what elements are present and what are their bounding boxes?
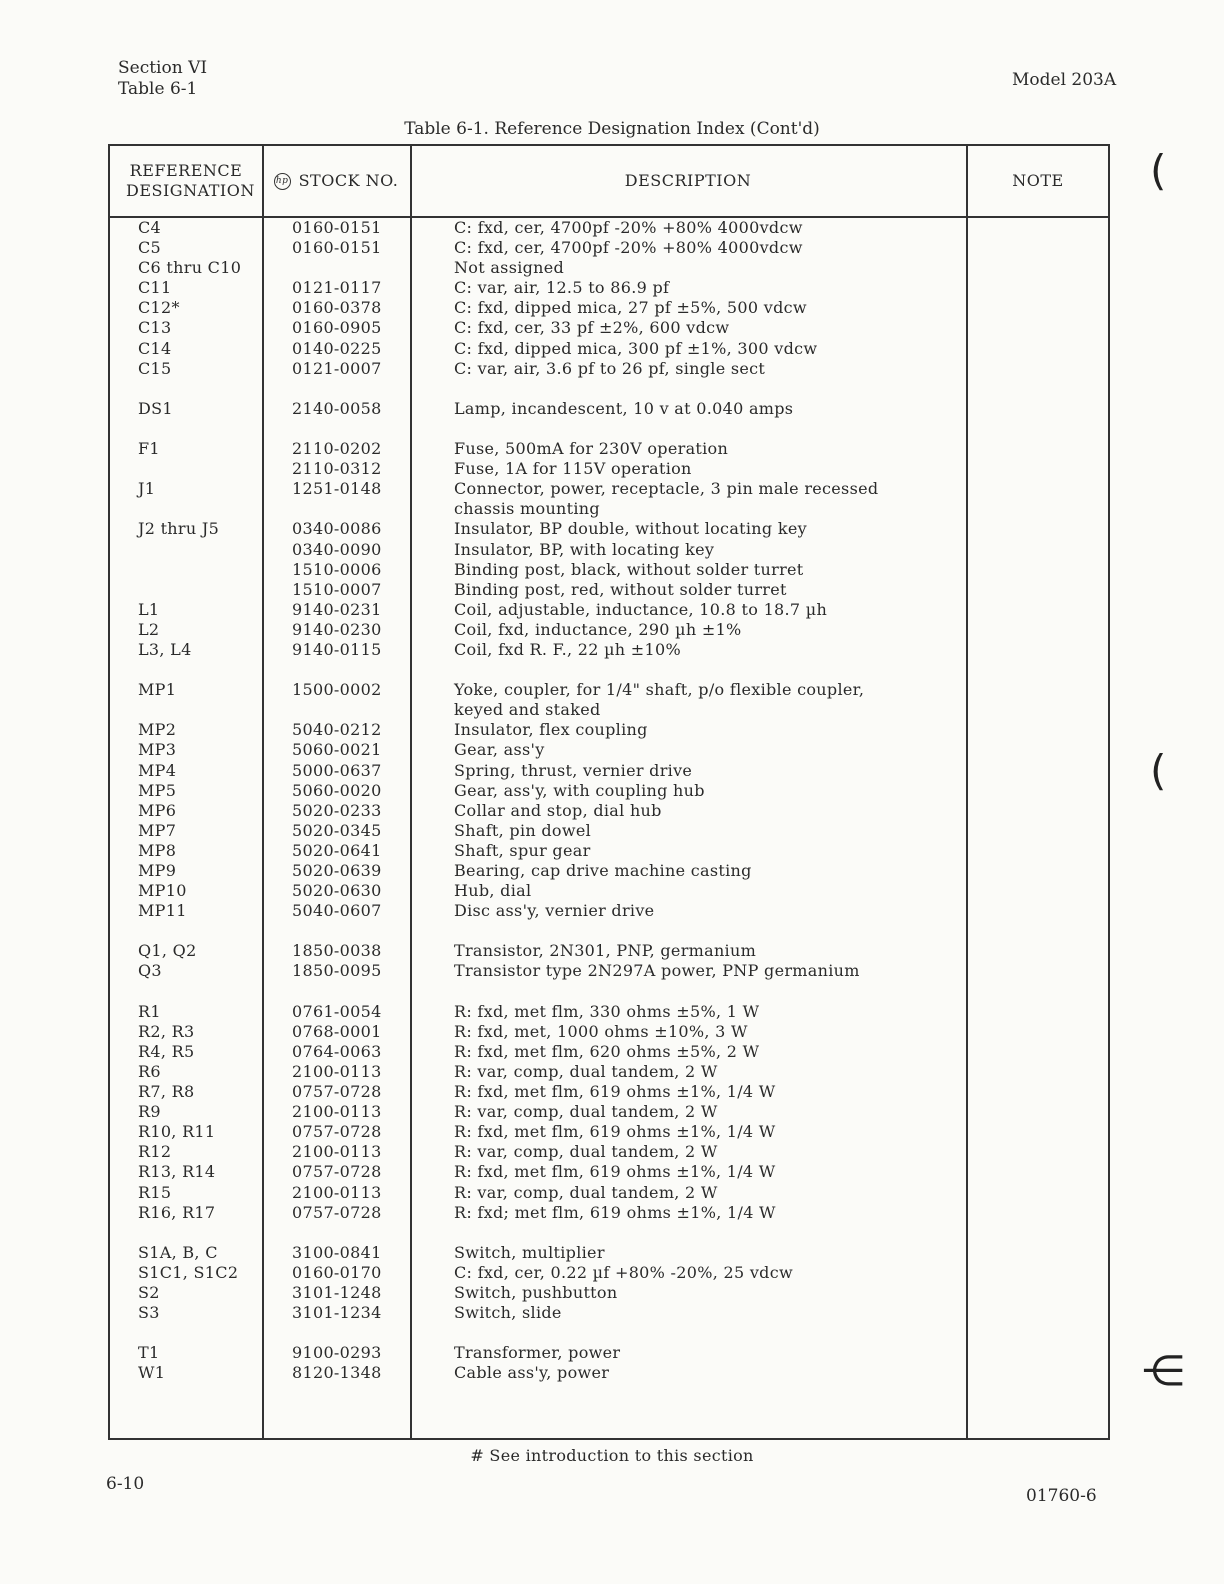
cell-reference: R10, R11 <box>138 1122 216 1142</box>
cell-description: Gear, ass'y <box>454 740 545 760</box>
table-row <box>110 1283 1108 1303</box>
table-row <box>110 841 1108 861</box>
column-header-note: NOTE <box>1012 171 1064 190</box>
cell-reference: MP6 <box>138 800 177 820</box>
row-spacer <box>110 1323 1108 1343</box>
cell-description: Coil, fxd, inductance, 290 µh ±1% <box>454 619 742 639</box>
cell-description: C: fxd, cer, 4700pf -20% +80% 4000vdcw <box>454 218 803 237</box>
cell-reference: L1 <box>138 599 160 619</box>
cell-stock-number: 2110-0312 <box>292 459 382 479</box>
table-row <box>110 499 1108 519</box>
cell-description: C: fxd, cer, 33 pf ±2%, 600 vdcw <box>454 318 730 338</box>
cell-description: Switch, multiplier <box>454 1242 605 1262</box>
cell-stock-number: 1850-0095 <box>292 961 382 981</box>
cell-stock-number: 0340-0086 <box>292 519 382 539</box>
cell-stock-number: 5020-0641 <box>292 840 382 860</box>
cell-reference: R16, R17 <box>138 1202 216 1222</box>
cell-description: Transistor, 2N301, PNP, germanium <box>454 941 757 961</box>
table-row <box>110 640 1108 660</box>
cell-description: R: fxd, met flm, 619 ohms ±1%, 1/4 W <box>454 1082 776 1102</box>
cell-stock-number: 1510-0006 <box>292 559 382 579</box>
column-header-description: DESCRIPTION <box>624 171 752 190</box>
cell-description: Disc ass'y, vernier drive <box>454 901 655 921</box>
footnote: # See introduction to this section <box>470 1446 754 1465</box>
table-row <box>110 1243 1108 1263</box>
table-row <box>110 459 1108 479</box>
cell-description: C: fxd, dipped mica, 300 pf ±1%, 300 vdcw <box>454 338 818 358</box>
cell-reference: C15 <box>138 358 172 378</box>
cell-description: R: var, comp, dual tandem, 2 W <box>454 1182 718 1202</box>
binder-mark-icon: ⋲ <box>1142 1346 1184 1395</box>
cell-stock-number: 9140-0115 <box>292 639 382 659</box>
table-row <box>110 560 1108 580</box>
table-row <box>110 1122 1108 1142</box>
table-row <box>110 580 1108 600</box>
section-label: Section VI <box>118 58 208 78</box>
cell-reference: S1A, B, C <box>138 1242 218 1262</box>
table-row <box>110 258 1108 278</box>
cell-description: Gear, ass'y, with coupling hub <box>454 780 705 800</box>
cell-stock-number: 0121-0007 <box>292 358 382 378</box>
cell-reference: MP7 <box>138 820 177 840</box>
cell-description: Coil, fxd R. F., 22 µh ±10% <box>454 639 681 659</box>
cell-description: C: var, air, 12.5 to 86.9 pf <box>454 278 670 298</box>
table-row <box>110 720 1108 740</box>
table-row <box>110 700 1108 720</box>
table-row <box>110 339 1108 359</box>
table-row <box>110 278 1108 298</box>
cell-description: Hub, dial <box>454 881 532 901</box>
table-row <box>110 1142 1108 1162</box>
cell-stock-number: 5020-0233 <box>292 800 382 820</box>
cell-reference: C11 <box>138 278 172 298</box>
cell-description: R: var, comp, dual tandem, 2 W <box>454 1061 718 1081</box>
cell-description: Bearing, cap drive machine casting <box>454 861 752 880</box>
cell-description: Cable ass'y, power <box>454 1363 610 1383</box>
table-row <box>110 821 1108 841</box>
cell-stock-number: 0757-0728 <box>292 1162 382 1182</box>
table-row <box>110 479 1108 499</box>
cell-description: R: fxd, met flm, 619 ohms ±1%, 1/4 W <box>454 1122 776 1142</box>
table-label: Table 6-1 <box>118 79 198 99</box>
cell-stock-number: 2100-0113 <box>292 1142 382 1162</box>
cell-description: Fuse, 500mA for 230V operation <box>454 439 729 459</box>
cell-stock-number: 5000-0637 <box>292 760 382 780</box>
reference-designation-table <box>108 144 1110 1440</box>
cell-stock-number: 1251-0148 <box>292 479 382 499</box>
cell-description: C: fxd, cer, 4700pf -20% +80% 4000vdcw <box>454 238 803 258</box>
cell-reference: MP8 <box>138 840 177 860</box>
cell-reference: S2 <box>138 1282 160 1302</box>
cell-stock-number: 0340-0090 <box>292 539 382 559</box>
cell-reference: R13, R14 <box>138 1162 216 1182</box>
cell-stock-number: 5020-0345 <box>292 820 382 840</box>
cell-reference: MP4 <box>138 760 177 780</box>
table-row <box>110 801 1108 821</box>
cell-stock-number: 2100-0113 <box>292 1102 382 1122</box>
cell-stock-number: 0757-0728 <box>292 1082 382 1102</box>
cell-stock-number: 0160-0151 <box>292 218 382 237</box>
cell-description: R: fxd, met flm, 619 ohms ±1%, 1/4 W <box>454 1162 776 1182</box>
column-header-stock: hp STOCK NO. <box>262 146 410 216</box>
cell-description: Shaft, pin dowel <box>454 820 592 840</box>
cell-stock-number: 9140-0230 <box>292 619 382 639</box>
cell-reference: MP2 <box>138 720 177 740</box>
cell-reference: Q1, Q2 <box>138 941 197 961</box>
table-row <box>110 1102 1108 1122</box>
cell-description: Lamp, incandescent, 10 v at 0.040 amps <box>454 398 794 418</box>
cell-description: C: fxd, dipped mica, 27 pf ±5%, 500 vdcw <box>454 298 807 318</box>
row-spacer <box>110 982 1108 1002</box>
cell-stock-number: 5060-0021 <box>292 740 382 760</box>
cell-description: Fuse, 1A for 115V operation <box>454 459 692 479</box>
cell-description: Transistor type 2N297A power, PNP germanium <box>454 961 860 981</box>
cell-description: chassis mounting <box>454 499 600 519</box>
cell-reference: MP10 <box>138 881 187 901</box>
table-row <box>110 600 1108 620</box>
cell-stock-number: 1850-0038 <box>292 941 382 961</box>
table-row <box>110 218 1108 238</box>
table-row <box>110 680 1108 700</box>
cell-description: Transformer, power <box>454 1343 621 1363</box>
row-spacer <box>110 379 1108 399</box>
cell-stock-number: 5020-0639 <box>292 861 382 880</box>
cell-description: R: fxd, met flm, 620 ohms ±5%, 2 W <box>454 1041 760 1061</box>
table-row <box>110 1363 1108 1383</box>
binder-mark-icon: ( <box>1150 746 1167 795</box>
cell-description: keyed and staked <box>454 700 601 720</box>
table-row <box>110 861 1108 881</box>
cell-description: Insulator, flex coupling <box>454 720 648 740</box>
table-row <box>110 941 1108 961</box>
cell-reference: J1 <box>138 479 156 499</box>
page-number: 6-10 <box>106 1474 145 1494</box>
cell-stock-number: 5040-0607 <box>292 901 382 921</box>
cell-stock-number: 9100-0293 <box>292 1343 382 1363</box>
table-row <box>110 901 1108 921</box>
cell-description: Yoke, coupler, for 1/4" shaft, p/o flexible coupler, <box>454 680 865 700</box>
hp-logo-icon: hp <box>274 173 291 190</box>
cell-description: R: var, comp, dual tandem, 2 W <box>454 1142 718 1162</box>
cell-description: R: fxd, met, 1000 ohms ±10%, 3 W <box>454 1021 748 1041</box>
cell-stock-number: 0768-0001 <box>292 1021 382 1041</box>
cell-stock-number: 0764-0063 <box>292 1041 382 1061</box>
cell-stock-number: 0757-0728 <box>292 1202 382 1222</box>
cell-reference: R15 <box>138 1182 172 1202</box>
cell-stock-number: 5060-0020 <box>292 780 382 800</box>
cell-stock-number: 0160-0378 <box>292 298 382 318</box>
cell-description: Insulator, BP double, without locating key <box>454 519 807 539</box>
cell-reference: Q3 <box>138 961 162 981</box>
table-row <box>110 1162 1108 1182</box>
table-row <box>110 1002 1108 1022</box>
table-row <box>110 1183 1108 1203</box>
cell-reference: DS1 <box>138 398 173 418</box>
cell-reference: L2 <box>138 619 160 639</box>
table-row <box>110 620 1108 640</box>
cell-reference: MP9 <box>138 861 177 880</box>
table-row <box>110 1042 1108 1062</box>
cell-description: C: var, air, 3.6 pf to 26 pf, single sect <box>454 358 766 378</box>
cell-stock-number: 5040-0212 <box>292 720 382 740</box>
cell-reference: R7, R8 <box>138 1082 195 1102</box>
cell-reference: C12* <box>138 298 180 318</box>
row-spacer <box>110 660 1108 680</box>
cell-reference: S1C1, S1C2 <box>138 1262 239 1282</box>
cell-stock-number: 2100-0113 <box>292 1061 382 1081</box>
row-spacer <box>110 921 1108 941</box>
cell-reference: MP5 <box>138 780 177 800</box>
cell-stock-number: 3100-0841 <box>292 1242 382 1262</box>
cell-description: Collar and stop, dial hub <box>454 800 662 820</box>
table-row <box>110 1263 1108 1283</box>
cell-description: Connector, power, receptacle, 3 pin male recessed <box>454 479 879 499</box>
cell-reference: C4 <box>138 218 162 237</box>
table-row <box>110 519 1108 539</box>
cell-description: Insulator, BP, with locating key <box>454 539 715 559</box>
table-row <box>110 359 1108 379</box>
cell-description: R: fxd, met flm, 330 ohms ±5%, 1 W <box>454 1001 760 1021</box>
table-row <box>110 1203 1108 1223</box>
cell-description: Switch, pushbutton <box>454 1282 618 1302</box>
cell-description: Shaft, spur gear <box>454 840 591 860</box>
cell-stock-number: 8120-1348 <box>292 1363 382 1383</box>
cell-stock-number: 0757-0728 <box>292 1122 382 1142</box>
cell-reference: S3 <box>138 1303 160 1323</box>
table-row <box>110 318 1108 338</box>
cell-description: Not assigned <box>454 258 565 278</box>
cell-reference: R12 <box>138 1142 172 1162</box>
cell-stock-number: 9140-0231 <box>292 599 382 619</box>
table-row <box>110 961 1108 981</box>
table-row <box>110 740 1108 760</box>
cell-stock-number: 3101-1234 <box>292 1303 382 1323</box>
cell-reference: R1 <box>138 1001 161 1021</box>
cell-reference: MP3 <box>138 740 177 760</box>
cell-reference: C6 thru C10 <box>138 258 242 278</box>
cell-reference: R2, R3 <box>138 1021 195 1041</box>
cell-reference: C14 <box>138 338 172 358</box>
cell-reference: MP1 <box>138 680 177 700</box>
cell-reference: R4, R5 <box>138 1041 195 1061</box>
cell-description: Binding post, black, without solder turret <box>454 559 804 579</box>
cell-reference: J2 thru J5 <box>138 519 220 539</box>
cell-stock-number: 0761-0054 <box>292 1001 382 1021</box>
cell-stock-number: 5020-0630 <box>292 881 382 901</box>
cell-stock-number: 1500-0002 <box>292 680 382 700</box>
cell-description: Binding post, red, without solder turret <box>454 579 787 599</box>
cell-reference: R9 <box>138 1102 161 1122</box>
cell-stock-number: 0160-0905 <box>292 318 382 338</box>
cell-stock-number: 2100-0113 <box>292 1182 382 1202</box>
table-row <box>110 399 1108 419</box>
table-row <box>110 761 1108 781</box>
table-row <box>110 781 1108 801</box>
cell-reference: W1 <box>138 1363 166 1383</box>
table-row <box>110 1062 1108 1082</box>
table-row <box>110 1343 1108 1363</box>
cell-reference: MP11 <box>138 901 187 921</box>
cell-stock-number: 3101-1248 <box>292 1282 382 1302</box>
cell-stock-number: 2140-0058 <box>292 398 382 418</box>
cell-stock-number: 0160-0170 <box>292 1262 382 1282</box>
table-caption: Table 6-1. Reference Designation Index (Cont'd) <box>404 119 820 139</box>
cell-description: Spring, thrust, vernier drive <box>454 760 693 780</box>
table-row <box>110 1082 1108 1102</box>
section-header <box>118 58 207 100</box>
cell-reference: C13 <box>138 318 172 338</box>
binder-mark-icon: ( <box>1150 146 1167 195</box>
cell-reference: F1 <box>138 439 160 459</box>
table-row <box>110 540 1108 560</box>
cell-reference: R6 <box>138 1061 161 1081</box>
cell-description: C: fxd, cer, 0.22 µf +80% -20%, 25 vdcw <box>454 1262 793 1282</box>
model-label: Model 203A <box>1012 70 1117 90</box>
document-number: 01760-6 <box>1026 1486 1097 1506</box>
table-row <box>110 1022 1108 1042</box>
cell-reference: T1 <box>138 1343 160 1363</box>
row-spacer <box>110 419 1108 439</box>
table-row <box>110 881 1108 901</box>
table-row <box>110 298 1108 318</box>
cell-stock-number: 0140-0225 <box>292 338 382 358</box>
table-row <box>110 1303 1108 1323</box>
table-row <box>110 238 1108 258</box>
table-body <box>110 218 1108 1383</box>
cell-description: R: var, comp, dual tandem, 2 W <box>454 1102 718 1122</box>
cell-stock-number: 2110-0202 <box>292 439 382 459</box>
cell-description: Switch, slide <box>454 1303 562 1323</box>
cell-description: Coil, adjustable, inductance, 10.8 to 18.7 µh <box>454 599 828 619</box>
table-row <box>110 439 1108 459</box>
row-spacer <box>110 1223 1108 1243</box>
cell-stock-number: 1510-0007 <box>292 579 382 599</box>
cell-reference: L3, L4 <box>138 639 192 659</box>
cell-stock-number: 0121-0117 <box>292 278 382 298</box>
cell-description: R: fxd; met flm, 619 ohms ±1%, 1/4 W <box>454 1202 776 1222</box>
cell-reference: C5 <box>138 238 162 258</box>
cell-stock-number: 0160-0151 <box>292 238 382 258</box>
column-header-reference: REFERENCE DESIGNATION <box>126 161 255 200</box>
